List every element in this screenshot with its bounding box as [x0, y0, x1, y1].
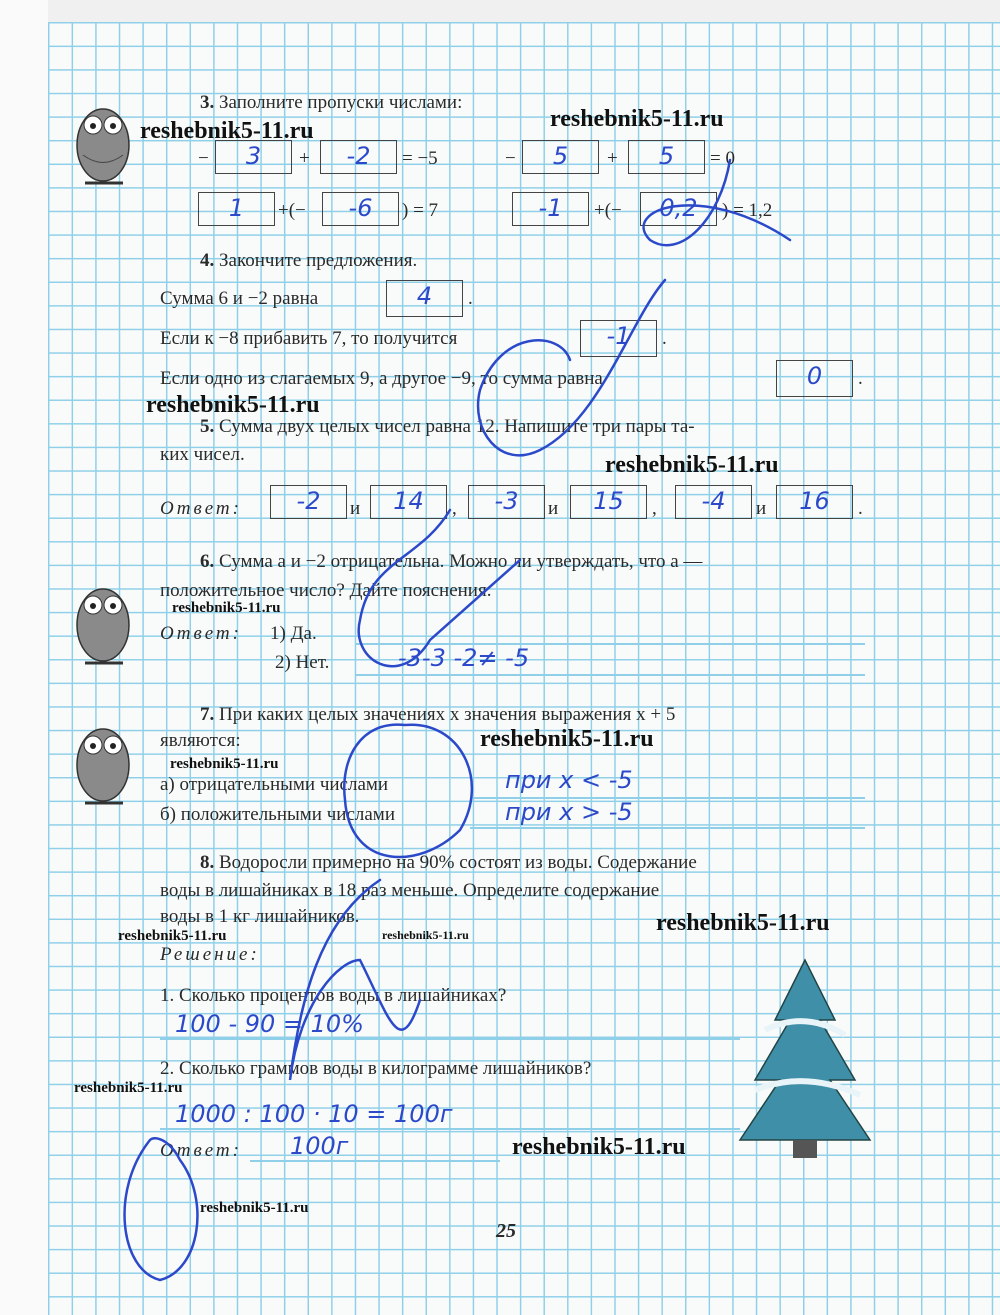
handwritten-answer: 1000 : 100 · 10 = 100г [175, 1100, 453, 1128]
solution-label: Решение: [160, 944, 260, 965]
comma: , [452, 498, 457, 519]
watermark: reshebnik5-11.ru [172, 600, 281, 616]
task7-title-line2: являются: [160, 730, 241, 751]
question-1: 1. Сколько процентов воды в лишайниках? [160, 985, 507, 1006]
task8-title-line2: воды в лишайниках в 18 раз меньше. Определите содержание [160, 880, 660, 901]
watermark: reshebnik5-11.ru [74, 1080, 183, 1096]
task5-title: 5. Сумма двух целых чисел равна 12. Напишите три пары та- [200, 416, 695, 437]
sentence-1: Сумма 6 и −2 равна [160, 288, 319, 309]
sentence-2: Если к −8 прибавить 7, то получится [160, 328, 458, 349]
equation-result: ) = 1,2 [722, 200, 773, 221]
sentence-3: Если одно из слагаемых 9, а другое −9, то сумма равна [160, 368, 603, 389]
page-number: 25 [496, 1220, 516, 1242]
handwritten-answer: 0 [806, 362, 823, 390]
equation-result: = −5 [402, 148, 438, 169]
handwritten-answer: -6 [348, 194, 373, 222]
handwritten-answer: -3 [494, 487, 519, 515]
watermark: reshebnik5-11.ru [118, 928, 227, 944]
task3-title: 3. Заполните пропуски числами: [200, 92, 463, 113]
watermark: reshebnik5-11.ru [656, 910, 830, 936]
answer-label: Ответ: [160, 498, 242, 519]
task4-title: 4. Закончите предложения. [200, 250, 418, 271]
equation-result: ) = 7 [402, 200, 439, 221]
operator-text: +(− [594, 200, 622, 221]
period: . [662, 328, 667, 349]
task7-title: 7. При каких целых значениях x значения выражения x + 5 [200, 704, 676, 725]
handwritten-answer: -3-3 -2≠ -5 [398, 644, 530, 672]
watermark: reshebnik5-11.ru [170, 756, 279, 772]
handwritten-answer: -2 [346, 142, 371, 170]
watermark: reshebnik5-11.ru [382, 928, 469, 942]
task5-title-line2: ких чисел. [160, 444, 245, 465]
watermark: reshebnik5-11.ru [146, 392, 320, 418]
handwritten-answer: -4 [701, 487, 726, 515]
task6-title-line2: положительное число? Дайте пояснения. [160, 580, 492, 601]
handwritten-answer: при x > -5 [505, 798, 633, 826]
handwritten-answer: 14 [393, 487, 424, 515]
handwritten-answer: 4 [416, 282, 433, 310]
plus-sign: + [299, 148, 310, 169]
watermark: reshebnik5-11.ru [550, 106, 724, 132]
minus-sign: − [198, 148, 209, 169]
handwritten-answer: 5 [658, 142, 675, 170]
task8-title: 8. Водоросли примерно на 90% состоят из воды. Содержание [200, 852, 697, 873]
watermark: reshebnik5-11.ru [512, 1134, 686, 1160]
minus-sign: − [505, 148, 516, 169]
comma: , [652, 498, 657, 519]
handwritten-answer: -1 [538, 194, 563, 222]
period: . [468, 288, 473, 309]
and-word: и [756, 498, 767, 519]
question-2: 2. Сколько граммов воды в килограмме лишайников? [160, 1058, 592, 1079]
option-no: 2) Нет. [275, 652, 330, 673]
watermark: reshebnik5-11.ru [480, 726, 654, 752]
answer-label: Ответ: [160, 1140, 242, 1161]
and-word: и [350, 498, 361, 519]
watermark: reshebnik5-11.ru [605, 452, 779, 478]
operator-text: +(− [278, 200, 306, 221]
equation-result: = 0 [710, 148, 735, 169]
watermark: reshebnik5-11.ru [200, 1200, 309, 1216]
watermark: reshebnik5-11.ru [140, 118, 314, 144]
task6-title: 6. Сумма a и −2 отрицательна. Можно ли утверждать, что a — [200, 551, 703, 572]
handwritten-answer: при x < -5 [505, 766, 633, 794]
plus-sign: + [607, 148, 618, 169]
period: . [858, 498, 863, 519]
option-a-label: а) отрицательными числами [160, 774, 389, 795]
handwritten-answer: 1 [228, 194, 245, 222]
handwritten-answer: 100 - 90 = 10% [175, 1010, 364, 1038]
option-yes: 1) Да. [270, 623, 317, 644]
and-word: и [548, 498, 559, 519]
handwritten-answer: 16 [799, 487, 830, 515]
answer-label: Ответ: [160, 623, 242, 644]
option-b-label: б) положительными числами [160, 804, 395, 825]
handwritten-answer: -1 [606, 322, 631, 350]
handwritten-answer: 15 [593, 487, 624, 515]
handwritten-answer: 3 [245, 142, 262, 170]
period: . [858, 368, 863, 389]
handwritten-answer: 100г [290, 1132, 349, 1160]
task8-title-line3: воды в 1 кг лишайников. [160, 906, 360, 927]
handwritten-answer: 5 [552, 142, 569, 170]
handwritten-answer: -2 [296, 487, 321, 515]
handwritten-answer: 0,2 [659, 194, 698, 222]
